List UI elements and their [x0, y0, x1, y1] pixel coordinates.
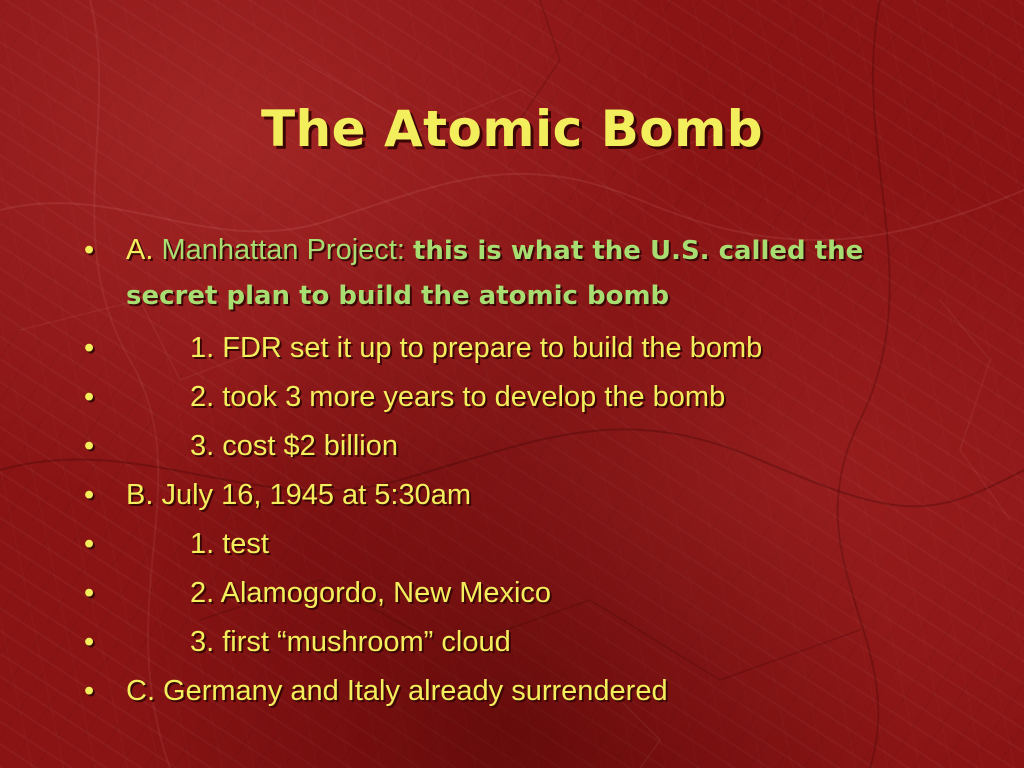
item-a3-text: 3. cost $2 billion	[190, 430, 398, 462]
slide-title: The Atomic Bomb	[260, 100, 764, 158]
item-b2-text: 2. Alamogordo, New Mexico	[190, 577, 552, 609]
item-a-label: A.	[126, 234, 154, 266]
bullet-item-c	[84, 672, 934, 710]
bullet-item-b	[84, 476, 934, 514]
bullet-item-a1	[84, 329, 934, 367]
item-a2-text: 2. took 3 more years to develop the bomb	[190, 381, 726, 413]
bullet-item-b2	[84, 574, 934, 612]
bullet-icon: •	[84, 430, 95, 462]
bullet-item-a3	[84, 427, 934, 465]
bullet-icon: •	[84, 234, 95, 266]
item-b-text: B. July 16, 1945 at 5:30am	[126, 479, 471, 511]
manhattan-project-term: Manhattan Project:	[161, 234, 405, 266]
item-c-text: C. Germany and Italy already surrendered	[126, 675, 668, 707]
bullet-item-a2	[84, 378, 934, 416]
bullet-icon: •	[84, 626, 95, 658]
bullet-icon: •	[84, 528, 95, 560]
item-a1-text: 1. FDR set it up to prepare to build the bomb	[190, 332, 763, 364]
bullet-item-b1	[84, 525, 934, 563]
item-b3-text: 3. first “mushroom” cloud	[190, 626, 511, 658]
bullet-item-b3	[84, 623, 934, 661]
bullet-icon: •	[84, 332, 95, 364]
bullet-icon: •	[84, 381, 95, 413]
bullet-item-a	[84, 228, 934, 318]
manhattan-project-definition: this is what the U.S. called the secret plan to build the atomic bomb	[126, 236, 864, 311]
bullet-icon: •	[84, 675, 95, 707]
bullet-list	[84, 228, 934, 721]
item-b1-text: 1. test	[190, 528, 269, 560]
bullet-icon: •	[84, 479, 95, 511]
bullet-icon: •	[84, 577, 95, 609]
